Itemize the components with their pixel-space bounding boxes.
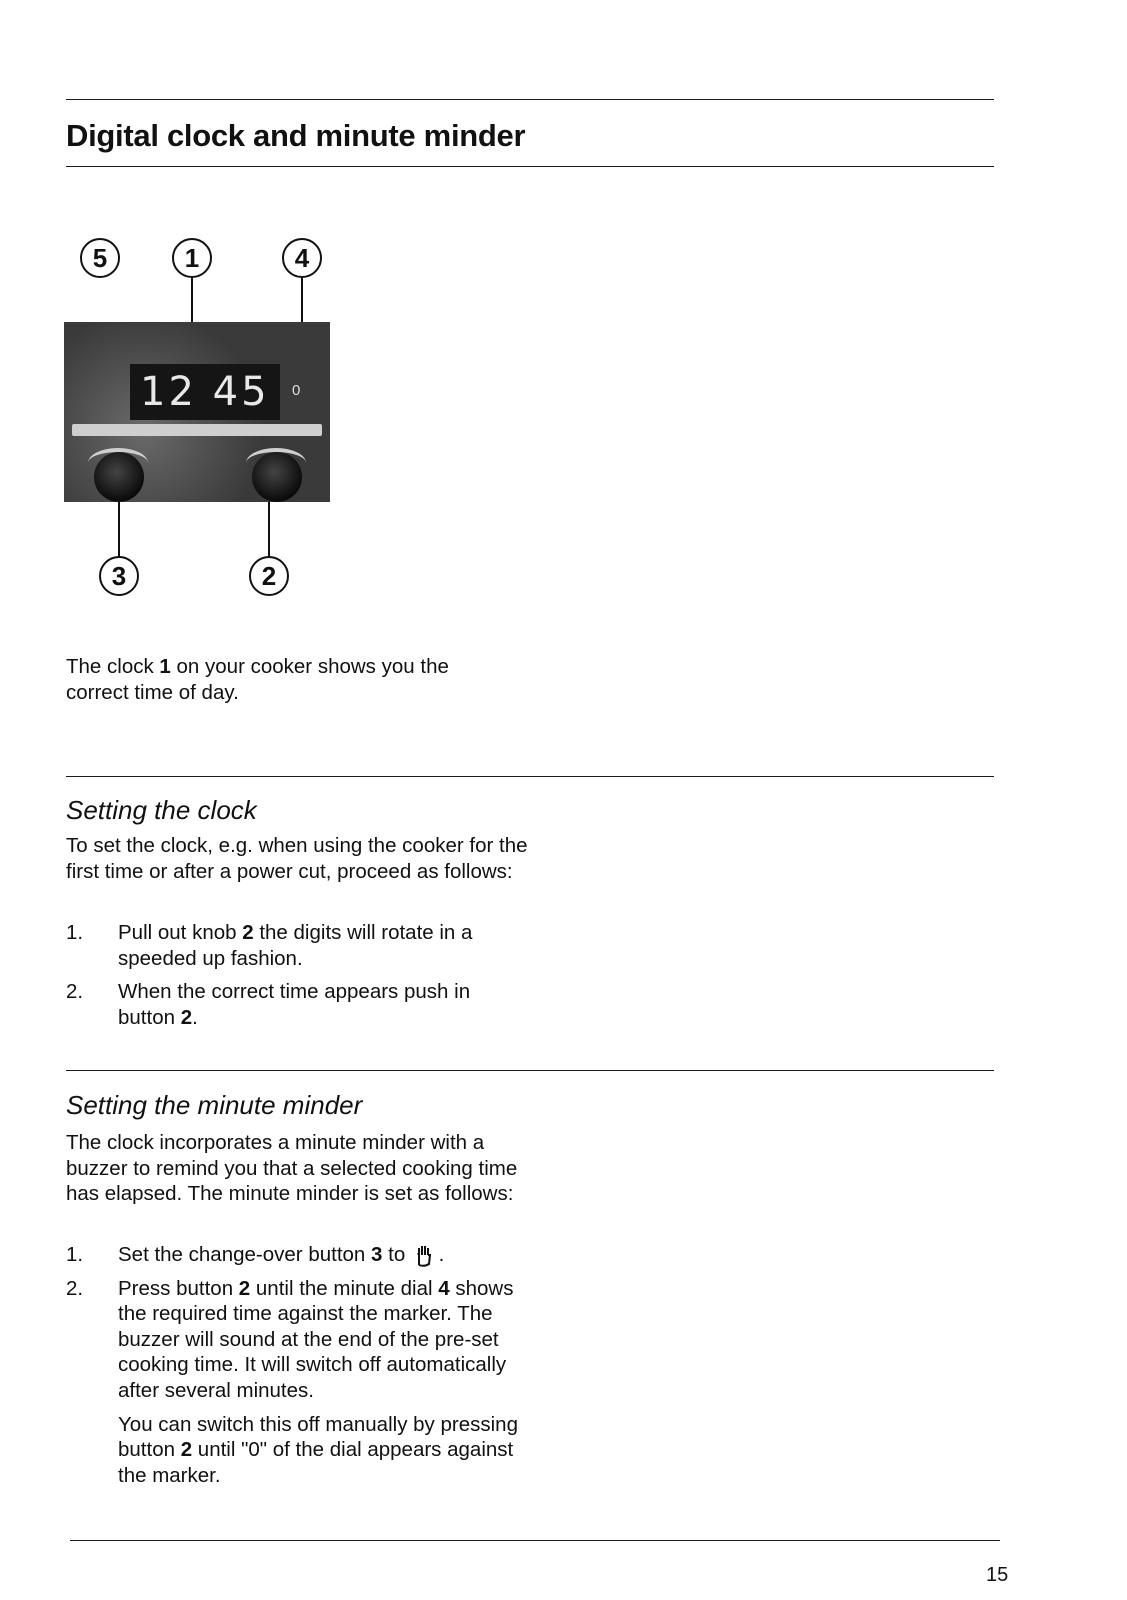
step-text-post: to [382,1243,406,1266]
heading-setting-clock: Setting the clock [66,795,257,825]
step-text-post: the digits will rotate in a speeded up fashion. [118,921,473,970]
callout-2: 2 [249,556,289,596]
ref-minute-dial: 4 [438,1276,450,1300]
hand-icon [415,1245,433,1267]
step-text-post: shows the required time against the marker. The buzzer will sound at the end of the pre-set cooking time. It will switch off automatically after several minutes. [118,1276,514,1402]
intro-text-post: on your cooker shows you the correct time of day. [66,655,449,704]
page-title: Digital clock and minute minder [66,118,526,153]
ref-knob: 2 [242,921,254,944]
ref-button: 2 [180,1005,193,1029]
clock-intro-paragraph: To set the clock, e.g. when using the cooker for the first time or after a power cut, proceed as follows: [66,834,528,883]
list-item [66,1242,536,1268]
step-p2-pre: You can switch this off manually by pressing button [118,1412,518,1462]
step-number: 1. [66,921,84,944]
page-number: 15 [986,1564,1009,1586]
list-item [66,920,528,971]
ref-button-2: 2 [238,1276,251,1300]
step-text-end: . [432,1243,445,1266]
minder-steps-list [66,1242,536,1496]
section-rule-minder [66,1070,994,1071]
top-rule [66,99,994,100]
step-paragraph-1 [118,1276,536,1404]
step-number: 2. [66,980,84,1004]
bottom-rule [70,1540,1000,1541]
step-text-pre: Pull out knob [118,921,243,944]
step-text-pre: Set the change-over button [118,1243,372,1266]
heading-setting-minder: Setting the minute minder [66,1090,363,1120]
intro-text-pre: The clock [66,655,160,678]
step-number: 1. [66,1243,84,1266]
ref-changeover-button: 3 [371,1243,383,1266]
leader-line-2 [268,502,270,558]
step-p2-post: until "0" of the dial appears against the marker. [118,1438,514,1487]
leader-line-3 [118,502,120,558]
step-text-mid: until the minute dial [250,1276,439,1300]
section-rule-clock [66,776,994,777]
step-number: 2. [66,1276,84,1300]
clock-steps-list [66,920,528,1030]
step-text-post: . [192,1005,198,1029]
list-item [66,1276,536,1489]
step-paragraph-2 [118,1412,536,1489]
knob-2 [252,452,302,502]
minder-intro-paragraph: The clock incorporates a minute minder with a buzzer to remind you that a selected cooking time has elapsed. The minute minder is set as follows: [66,1131,518,1206]
intro-paragraph [66,654,496,705]
list-item [66,979,528,1030]
ref-clock: 1 [159,655,171,678]
title-underline [66,166,994,167]
step-text-pre: Press button [118,1276,239,1300]
clock-digits: 12 45 [130,364,280,420]
clock-figure [60,236,350,616]
ref-button-2b: 2 [180,1438,193,1462]
callout-3: 3 [99,556,139,596]
panel-rail [72,424,322,436]
step-text-pre: When the correct time appears push in button [118,980,471,1029]
callout-1: 1 [172,238,212,278]
knob-3 [94,452,144,502]
callout-5: 5 [80,238,120,278]
callout-4: 4 [282,238,322,278]
dial-zero-label: 0 [292,382,301,399]
